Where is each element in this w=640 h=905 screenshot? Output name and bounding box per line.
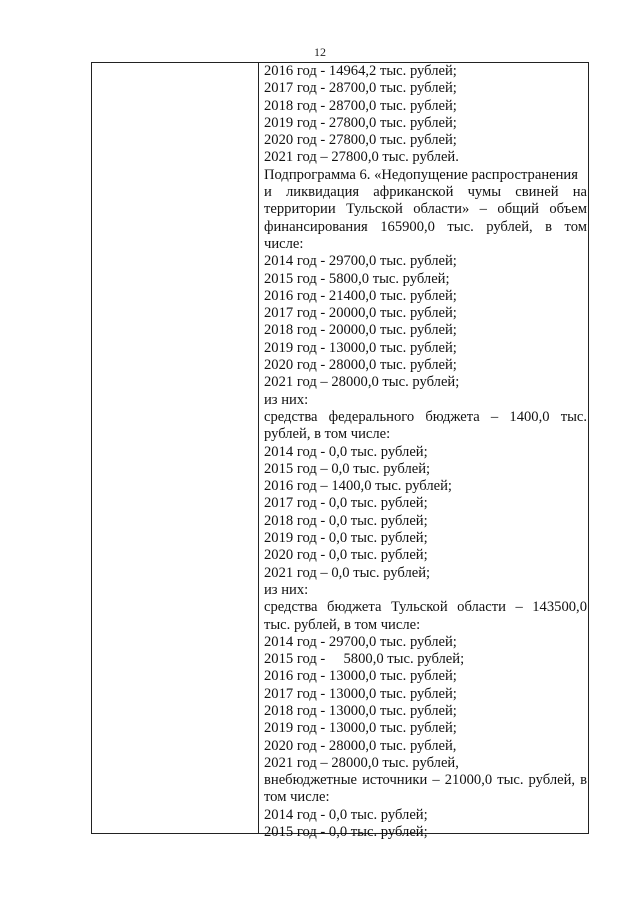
text-line: 2016 год - 21400,0 тыс. рублей; — [264, 287, 457, 304]
text-line: том числе: — [264, 789, 330, 806]
text-line: 2015 год - 5800,0 тыс. рублей; — [264, 270, 450, 287]
text-line: 2016 год – 1400,0 тыс. рублей; — [264, 478, 452, 495]
text-line: 2017 год - 20000,0 тыс. рублей; — [264, 305, 457, 322]
funding-text-cell — [264, 63, 587, 841]
text-line: 2021 год – 0,0 тыс. рублей; — [264, 564, 431, 581]
text-line: 2014 год - 29700,0 тыс. рублей; — [264, 253, 457, 270]
text-line: 2016 год - 13000,0 тыс. рублей; — [264, 668, 457, 685]
text-line: 2019 год - 27800,0 тыс. рублей; — [264, 114, 457, 131]
text-line: 2014 год - 0,0 тыс. рублей; — [264, 443, 428, 460]
text-line: внебюджетные источники – 21000,0 тыс. рублей, в — [264, 772, 587, 789]
text-line: территории Тульской области» – общий объем — [264, 201, 587, 218]
text-line: средства федерального бюджета – 1400,0 тыс. — [264, 408, 587, 425]
funding-table — [91, 62, 589, 841]
text-line: числе: — [264, 235, 304, 252]
text-line: из них: — [264, 391, 309, 408]
text-line: 2019 год - 13000,0 тыс. рублей; — [264, 339, 457, 356]
text-line: 2021 год – 27800,0 тыс. рублей. — [264, 149, 459, 166]
text-line: 2018 год - 28700,0 тыс. рублей; — [264, 97, 457, 114]
text-line: 2020 год - 28000,0 тыс. рублей; — [264, 357, 457, 374]
text-line: 2016 год - 14964,2 тыс. рублей; — [264, 63, 457, 79]
text-line: 2015 год – 0,0 тыс. рублей; — [264, 460, 431, 477]
text-line: 2018 год - 20000,0 тыс. рублей; — [264, 322, 457, 339]
text-line: 2020 год - 27800,0 тыс. рублей; — [264, 132, 457, 149]
subprogram-heading: Подпрограмма 6. «Недопущение распространения — [264, 166, 578, 183]
text-line: 2021 год – 28000,0 тыс. рублей, — [264, 754, 459, 771]
column-divider — [258, 63, 259, 833]
text-line: 2019 год - 0,0 тыс. рублей; — [264, 530, 428, 547]
text-line: 2018 год - 0,0 тыс. рублей; — [264, 512, 428, 529]
text-line: 2017 год - 0,0 тыс. рублей; — [264, 495, 428, 512]
text-line: и ликвидация африканской чумы свиней на — [264, 184, 587, 201]
text-line: 2014 год - 0,0 тыс. рублей; — [264, 806, 428, 823]
text-line: 2019 год - 13000,0 тыс. рублей; — [264, 720, 457, 737]
text-line: 2017 год - 28700,0 тыс. рублей; — [264, 80, 457, 97]
text-line: 2015 год - 5800,0 тыс. рублей; — [264, 651, 465, 668]
page-number: 12 — [314, 45, 326, 59]
text-line: 2015 год - 0,0 тыс. рублей; — [264, 824, 428, 841]
text-line: 2018 год - 13000,0 тыс. рублей; — [264, 702, 457, 719]
text-line: 2020 год - 0,0 тыс. рублей; — [264, 547, 428, 564]
text-line: рублей, в том числе: — [264, 426, 391, 443]
text-line: 2017 год - 13000,0 тыс. рублей; — [264, 685, 457, 702]
text-line: 2021 год – 28000,0 тыс. рублей; — [264, 374, 460, 391]
text-line: средства бюджета Тульской области – 143500,0 — [264, 599, 587, 616]
text-line: 2020 год - 28000,0 тыс. рублей, — [264, 737, 457, 754]
text-line: тыс. рублей, в том числе: — [264, 616, 421, 633]
text-line: финансирования 165900,0 тыс. рублей, в том — [264, 218, 587, 235]
text-line: из них: — [264, 581, 309, 598]
text-line: 2014 год - 29700,0 тыс. рублей; — [264, 633, 457, 650]
